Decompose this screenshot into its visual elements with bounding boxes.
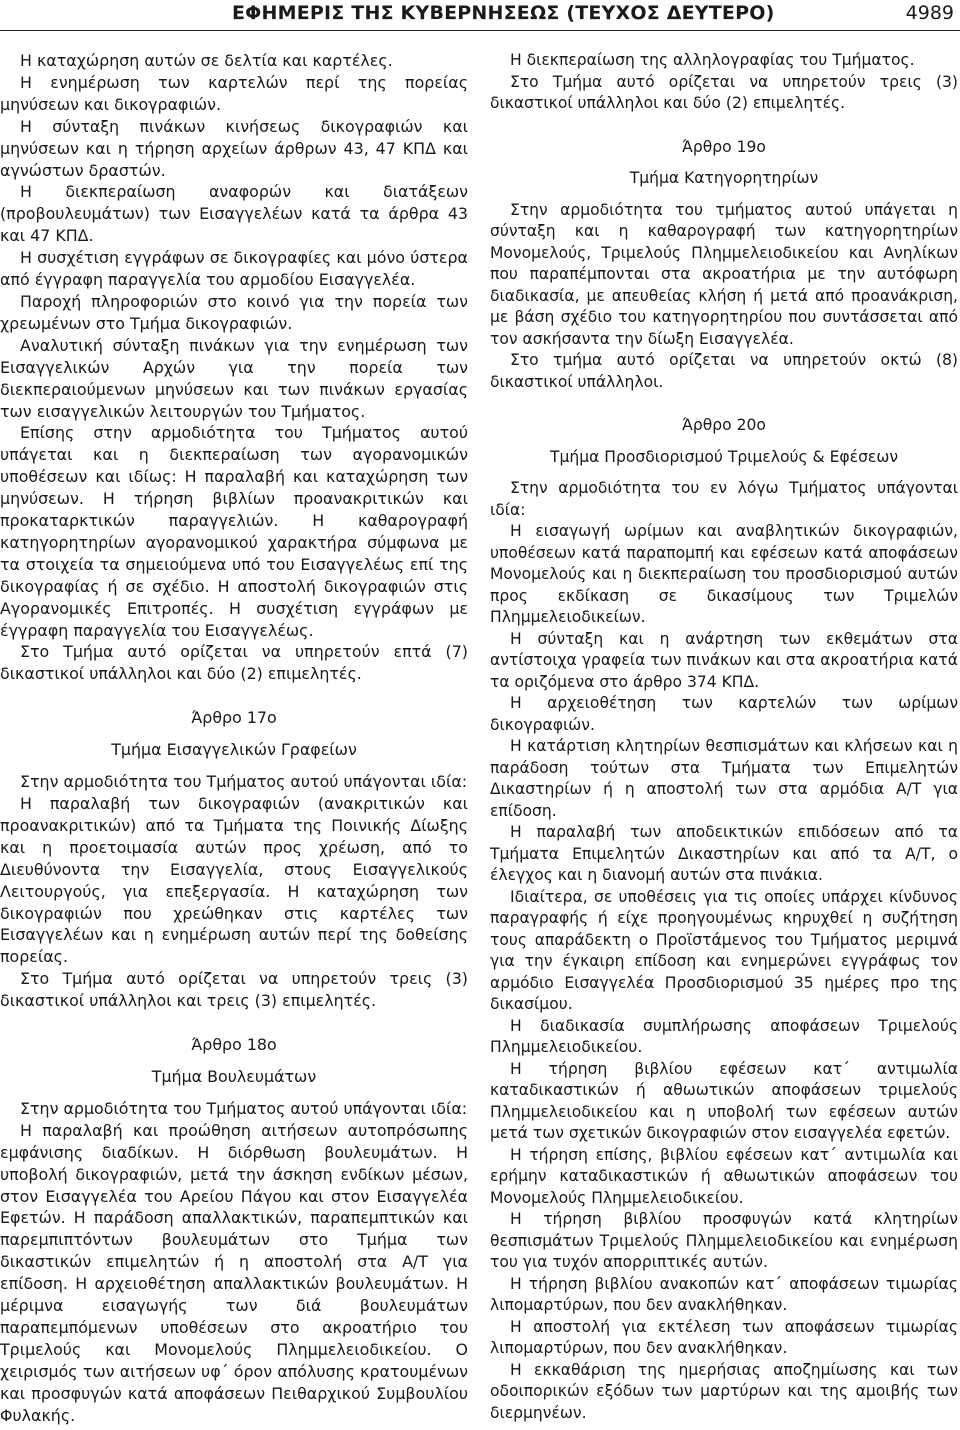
paragraph: Η κατάρτιση κλητηρίων θεσπισμάτων και κλήσεων και η παράδοση τούτων στα Τμήματα των Επιμελητών Δικαστηρίων ή η αποστολή των στα αρμόδια Α/Τ για επίδοση.: [490, 737, 958, 820]
page-header: [0, 0, 960, 31]
article-19-title: Τμήμα Κατηγορητηρίων: [629, 169, 819, 187]
article-17-number: Άρθρο 17ο: [191, 708, 277, 728]
paragraph: Στο τμήμα αυτό ορίζεται να υπηρετούν οκτώ (8) δικαστικοί υπάλληλοι.: [490, 351, 958, 391]
article-20-title: Τμήμα Προσδιορισμού Τριμελούς & Εφέσεων: [549, 447, 899, 466]
paragraph: Επίσης στην αρμοδιότητα του Τμήματος αυτού υπάγεται και η διεκπεραίωση των αγορανομικών υποθέσεων και ιδίως: Η παραλαβή και καταχώρηση των μηνύσεων. Η τήρηση βιβλίων προανακριτικών και προκαταρκτικών παραγγελιών. Η καθαρογραφή κατηγορητηρίων αγορανομικού χαρακτήρα σύμφωνα με τα στοιχεία τα σημειούμενα υπό του Εισαγγελέως επί της δικογραφίας ή σε σχέδιο. Η αποστολή δικογραφιών στις Αγορανομικές Επιτροπές. Η συσχέτιση εγγράφων με έγγραφη παραγγελία του Εισαγγελέως.: [0, 423, 468, 640]
article-20-number: Άρθρο 20ο: [682, 416, 766, 434]
paragraph: Η συσχέτιση εγγράφων σε δικογραφίες και μόνο ύστερα από έγγραφη παραγγελία του αρμοδίου Εισαγγελέα.: [0, 248, 468, 290]
article-17-title: Τμήμα Εισαγγελικών Γραφείων: [111, 740, 357, 760]
paragraph: Παροχή πληροφοριών στο κοινό για την πορεία των χρεωμένων στο Τμήμα δικογραφιών.: [0, 291, 468, 333]
paragraph: Η τήρηση βιβλίου εφέσεων κατ΄ αντιμωλία καταδικαστικών ή αθωωτικών αποφάσεων τριμελούς Πλημμελειοδικείου και η υποβολή των εφέσεων αυτών μετά των σχετικών δικογραφιών στον εισαγγελέα εφετών.: [490, 1059, 958, 1142]
paragraph: Η τήρηση βιβλίου ανακοπών κατ΄ αποφάσεων τιμωρίας λιπομαρτύρων, που δεν ανακλήθηκαν.: [490, 1274, 958, 1314]
paragraph: Η παραλαβή των δικογραφιών (ανακριτικών και προανακριτικών) από τα Τμήματα της Ποινικής Δίωξης και η προετοιμασία αυτών προς χρέωση, από το Διευθύνοντα την Εισαγγελία, στους Εισαγγελικούς Λειτουργούς, για επεξεργασία. Η καταχώρηση των δικογραφιών που χρεώθηκαν στις καρτέλες των Εισαγγελέων και η ενημέρωση αυτών περί της δοθείσης πορείας.: [0, 794, 468, 967]
paragraph: Στο Τμήμα αυτό ορίζεται να υπηρετούν τρεις (3) δικαστικοί υπάλληλοι και τρεις (3) επιμελητές.: [0, 969, 468, 1011]
paragraph: Στην αρμοδιότητα του Τμήματος αυτού υπάγονται ιδία:: [20, 1098, 468, 1118]
paragraph: Η διεκπεραίωση αναφορών και διατάξεων (προβουλευμάτων) των Εισαγγελέων κατά τα άρθρα 43 και 47 ΚΠΔ.: [0, 182, 468, 246]
paragraph: Η σύνταξη και η ανάρτηση των εκθεμάτων στα αντίστοιχα γραφεία των πινάκων και στα ακροατήρια κατά τα οριζόμενα στο άρθρο 374 ΚΠΔ.: [490, 629, 958, 691]
paragraph: Στην αρμοδιότητα του τμήματος αυτού υπάγεται η σύνταξη και η καθαρογραφή των κατηγορητηρίων Μονομελούς, Τριμελούς Πλημμελειοδικείου και Ανηλίκων που παραπέμπονται στα ακροατήρια με την αυτόφωρη διαδικασία, με απευθείας κλήση ή μετά από προανάκριση, με βάση σχέδιο του κατηγορητηρίου που συντάσσεται από τον ασκήσαντα την δίωξη Εισαγγελέα.: [490, 200, 958, 348]
paragraph: Η αποστολή για εκτέλεση των αποφάσεων τιμωρίας λιπομαρτύρων, που δεν ανακλήθηκαν.: [490, 1317, 958, 1357]
paragraph: Στην αρμοδιότητα του εν λόγω Τμήματος υπάγονται ιδία:: [490, 479, 958, 519]
paragraph: Η εισαγωγή ωρίμων και αναβλητικών δικογραφιών, υποθέσεων κατά παραπομπή και εφέσεων κατά αποφάσεων Μονομελούς και η διεκπεραίωση του προσδιορισμού αυτών προς εκδίκαση σε δικασίμους των Τριμελών Πλημμελειοδικείων.: [490, 522, 958, 626]
right-column: [490, 50, 958, 1424]
paragraph: Η τήρηση επίσης, βιβλίου εφέσεων κατ΄ αντιμωλία και ερήμην καταδικαστικών ή αθωωτικών αποφάσεων του Μονομελούς Πλημμελειοδικείου.: [490, 1145, 958, 1207]
paragraph: Η ενημέρωση των καρτελών περί της πορείας μηνύσεων και δικογραφιών.: [0, 72, 468, 114]
paragraph: Η παραλαβή των αποδεικτικών επιδόσεων από τα Τμήματα Επιμελητών Δικαστηρίων και από τα Α/Τ, ο έλεγχος και η διανομή αυτών στα πινάκια.: [490, 823, 958, 884]
paragraph: Η διαδικασία συμπλήρωσης αποφάσεων Τριμελούς Πλημμελειοδικείου.: [490, 1016, 958, 1056]
paragraph: Αναλυτική σύνταξη πινάκων για την ενημέρωση των Εισαγγελικών Αρχών για την πορεία των διεκπεραιούμενων μηνύσεων και των πινάκων εργασίας των εισαγγελικών λειτουργών του Τμήματος.: [0, 335, 468, 421]
paragraph: Η εκκαθάριση της ημερήσιας αποζημίωσης και των οδοιπορικών εξόδων των μαρτύρων και της αμοιβής των διερμηνέων.: [490, 1360, 958, 1422]
paragraph: Η παραλαβή και προώθηση αιτήσεων αυτοπρόσωπης εμφάνισης διαδίκων. Η διόρθωση βουλευμάτων. Η υποβολή δικογραφιών, μετά την άσκηση ενδίκων μέσων, στον Εισαγγελέα του Αρείου Πάγου και στον Εισαγγελέα Εφετών. Η παράδοση απαλλακτικών, παραπεμπτικών και παρεμπιπτόντων βουλευμάτων στο Τμήμα των δικαστικών επιμελητών ή η αποστολή στα Α/Τ για επίδοση. Η αρχειοθέτηση απαλλακτικών βουλευμάτων. Η μέριμνα εισαγωγής των διά βουλευμάτων παραπεμπόμενων υποθέσεων στο ακροατήριο του Τριμελούς και Μονομελούς Πλημμελειοδικείου. Ο χειρισμός των αιτήσεων υφ΄ όρον απόλυσης κρατουμένων και προσφυγών κατά αποφάσεων Πειθαρχικού Συμβουλίου Φυλακής.: [0, 1120, 468, 1425]
article-19-number: Άρθρο 19ο: [682, 137, 766, 156]
gazette-title: ΕΦΗΜΕΡΙΣ ΤΗΣ ΚΥΒΕΡΝΗΣΕΩΣ (ΤΕΥΧΟΣ ΔΕΥΤΕΡΟ): [232, 2, 775, 24]
paragraph: Στο Τμήμα αυτό ορίζεται να υπηρετούν τρεις (3) δικαστικοί υπάλληλοι και δύο (2) επιμελητές.: [490, 72, 958, 112]
paragraph: Ιδιαίτερα, σε υποθέσεις για τις οποίες υπάρχει κίνδυνος παραγραφής ή είχε προηγουμένως κηρυχθεί η συζήτηση τους απαράδεκτη ο Προϊστάμενος του Τμήματος μεριμνά για την έγκαιρη επίδοση και ενημερώνει εγγράφως τον αρμόδιο Εισαγγελέα Προσδιορισμού 35 ημέρες προ της δικασίμου.: [490, 887, 958, 1013]
paragraph: Στην αρμοδιότητα του Τμήματος αυτού υπάγονται ιδία:: [20, 772, 468, 792]
paragraph: Η αρχειοθέτηση των καρτελών των ωρίμων δικογραφιών.: [490, 694, 958, 734]
page-number: 4989: [905, 2, 954, 24]
paragraph: Η σύνταξη πινάκων κινήσεως δικογραφιών και μηνύσεων και η τήρηση αρχείων άρθρων 43, 47 ΚΠΔ και αγνώστων δραστών.: [0, 116, 468, 180]
paragraph: Στο Τμήμα αυτό ορίζεται να υπηρετούν επτά (7) δικαστικοί υπάλληλοι και δύο (2) επιμελητές.: [0, 642, 468, 684]
article-18-number: Άρθρο 18ο: [191, 1035, 277, 1055]
paragraph: Η καταχώρηση αυτών σε δελτία και καρτέλες.: [20, 51, 393, 70]
left-column: [0, 50, 468, 1426]
paragraph: Η τήρηση βιβλίου προσφυγών κατά κλητηρίων θεσπισμάτων Τριμελούς Πλημμελειοδικείου και ενημέρωση του για τυχόν απορριπτικές αυτών.: [490, 1210, 958, 1271]
paragraph: Η διεκπεραίωση της αλληλογραφίας του Τμήματος.: [510, 51, 915, 69]
article-18-title: Τμήμα Βουλευμάτων: [151, 1066, 317, 1086]
